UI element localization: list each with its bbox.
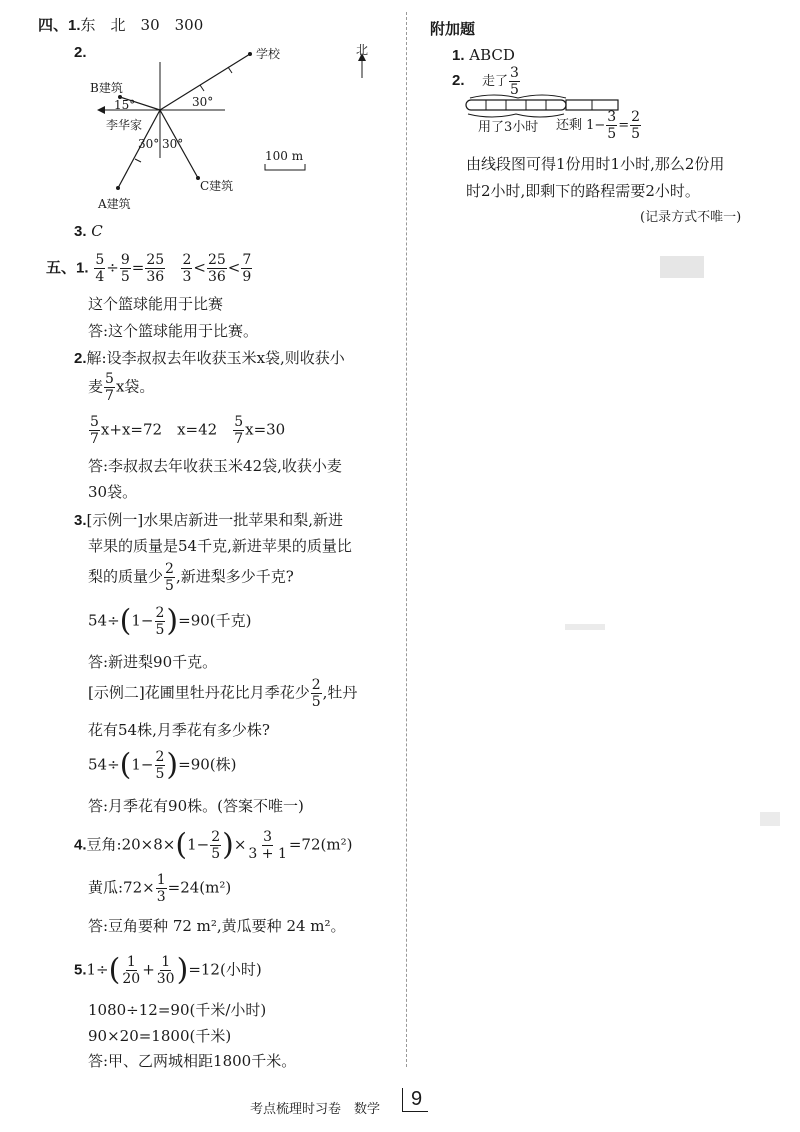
- walked-segment: [466, 100, 566, 110]
- s5-q2-answer2: 30袋。: [88, 483, 138, 501]
- label-c-building: C建筑: [200, 179, 234, 193]
- direction-diagram: [80, 40, 400, 220]
- s5-q1-line2: 这个篮球能用于比赛: [88, 295, 224, 313]
- scan-smudge: [565, 624, 605, 630]
- s5-q2-answer1: 答:李叔叔去年收获玉米42袋,收获小麦: [88, 457, 342, 475]
- label-angle-30-left: 30°: [138, 137, 160, 151]
- extra-q2-remain: 还剩 1− $\frac{3}{5}$ = $\frac{2}{5}$: [556, 109, 641, 142]
- footer-title: 考点梳理时习卷 数学: [250, 1102, 381, 1117]
- s5-q1-answer: 答:这个篮球能用于比赛。: [88, 322, 259, 340]
- label-school: 学校: [256, 47, 281, 61]
- s5-q3-ex1-line3: 梨的质量少 $\frac{2}{5}$ ,新进梨多少千克?: [88, 561, 294, 594]
- extra-q2-para2: 时2小时,即剩下的路程需要2小时。: [466, 182, 700, 200]
- section-4-q3: 3. C: [74, 222, 103, 240]
- column-divider: [406, 12, 407, 1067]
- s5-q5-answer: 答:甲、乙两城相距1800千米。: [88, 1052, 297, 1070]
- label-a-building: A建筑: [98, 197, 131, 211]
- s5-q5-line3: 90×20=1800(千米): [88, 1027, 232, 1045]
- label-angle-15: 15°: [114, 98, 136, 112]
- s5-q2-line1: 2.解:设李叔叔去年收获玉米x袋,则收获小: [74, 349, 345, 367]
- s5-q3-ex1-answer: 答:新进梨90千克。: [88, 653, 218, 671]
- s5-q1-expr: 五、1. $\frac{5}{4}$ ÷ $\frac{9}{5}$ = $\frac{25}{36}$ $\frac{2}{3}$ < $\frac{25}{36}$ < $\frac{7}{9}$: [46, 252, 252, 285]
- s5-q4-answer: 答:豆角要种 72 m²,黄瓜要种 24 m²。: [88, 917, 346, 935]
- page-number: 9: [402, 1088, 428, 1112]
- label-north: 北: [356, 43, 369, 57]
- label-b-building: B建筑: [90, 81, 123, 95]
- s5-q5-line2: 1080÷12=90(千米/小时): [88, 1001, 267, 1019]
- s5-q3-ex2-answer: 答:月季花有90株。(答案不唯一): [88, 797, 304, 815]
- extra-q2-number: 2.: [452, 72, 465, 89]
- scale-bar: [265, 164, 305, 170]
- scan-smudge: [660, 256, 704, 278]
- label-angle-30-upper: 30°: [192, 95, 214, 109]
- s5-q3-ex1-line1: 3.[示例一]水果店新进一批苹果和梨,新进: [74, 511, 343, 529]
- extra-q1: 1. ABCD: [452, 46, 515, 64]
- extra-q2-walked: 走了 $\frac{3}{5}$: [482, 65, 519, 98]
- s5-q3-ex2-line2: 花有54株,月季花有多少株?: [88, 721, 270, 739]
- label-angle-30-right: 30°: [162, 137, 184, 151]
- s5-q2-equation: $\frac{5}{7}$ x+x=72 x=42 $\frac{5}{7}$ x=30: [90, 414, 286, 447]
- extra-q2-used: 用了3小时: [478, 120, 539, 135]
- s5-q2-line2: 麦 $\frac{5}{7}$ x袋。: [88, 371, 155, 404]
- s5-q3-ex1-calc: 54÷(1− $\frac{2}{5}$ )=90(千克): [88, 603, 252, 639]
- s5-q4-line1: 4.豆角:20×8×(1− $\frac{2}{5}$ )× $\frac{3}{3 + 1}$ =72(m²): [74, 827, 353, 863]
- s5-q5-line1: 5.1÷( $\frac{1}{20}$ + $\frac{1}{30}$ )=12(小时): [74, 952, 262, 988]
- s5-q3-ex2-line1: [示例二]花圃里牡丹花比月季花少 $\frac{2}{5}$ ,牡丹: [88, 677, 358, 710]
- label-scale: 100 m: [265, 149, 304, 163]
- extra-q2-note: (记录方式不唯一): [640, 210, 742, 225]
- extra-q2-para1: 由线段图可得1份用时1小时,那么2份用: [466, 155, 725, 173]
- q2-number: 2.: [74, 44, 87, 61]
- s5-q4-line2: 黄瓜:72× $\frac{1}{3}$ =24(m²): [88, 872, 232, 905]
- s5-q3-ex1-line2: 苹果的质量是54千克,新进苹果的质量比: [88, 537, 352, 555]
- section-4-q1: 四、1.东 北 30 300: [38, 16, 204, 34]
- s5-q3-ex2-calc: 54÷(1− $\frac{2}{5}$ )=90(株): [88, 747, 237, 783]
- label-home: 李华家: [106, 118, 143, 132]
- scan-smudge: [760, 812, 780, 826]
- extra-title: 附加题: [430, 21, 476, 38]
